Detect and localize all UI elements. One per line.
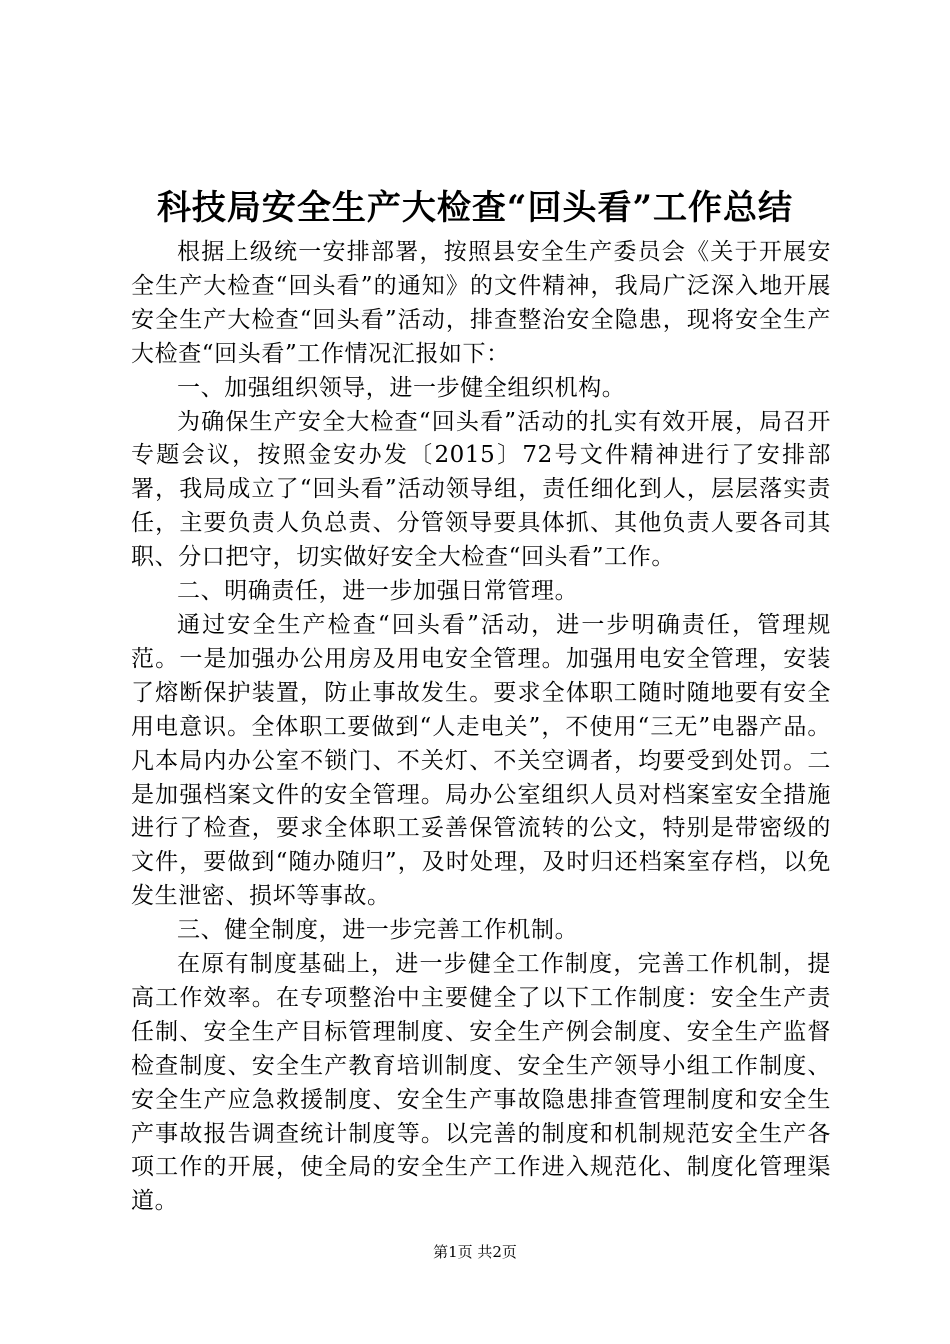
document-title: 科技局安全生产大检查“回头看”工作总结: [156, 188, 794, 228]
section-heading-2: 二、明确责任，进一步加强日常管理。: [177, 578, 579, 605]
paragraph-intro: 根据上级统一安排部署，按照县安全生产委员会《关于开展安全生产大检查“回头看”的通知》的文件精神，我局广泛深入地开展安全生产大检查“回头看”活动，排查整治安全隐患，现将安全生产大检查“回头看”工作情况汇报如下：: [131, 239, 831, 367]
page-number-footer: 第1页 共2页: [433, 1243, 517, 1261]
section-heading-1: 一、加强组织领导，进一步健全组织机构。: [177, 374, 626, 401]
document-body: [131, 236, 831, 1219]
paragraph-section-2: 通过安全生产检查“回头看”活动，进一步明确责任，管理规范。一是加强办公用房及用电安全管理。加强用电安全管理，安装了熔断保护装置，防止事故发生。要求全体职工随时随地要有安全用电意识。全体职工要做到“人走电关”，不使用“三无”电器产品。凡本局内办公室不锁门、不关灯、不关空调者，均要受到处罚。二是加强档案文件的安全管理。局办公室组织人员对档案室安全措施进行了检查，要求全体职工妥善保管流转的公文，特别是带密级的文件，要做到“随办随归”，及时处理，及时归还档案室存档，以免发生泄密、损坏等事故。: [131, 611, 831, 910]
paragraph-section-1: 为确保生产安全大检查“回头看”活动的扎实有效开展，局召开专题会议，按照金安办发〔2015〕72号文件精神进行了安排部署，我局成立了“回头看”活动领导组，责任细化到人，层层落实责任，主要负责人负总责、分管领导要具体抓、其他负责人要各司其职、分口把守，切实做好安全大检查“回头看”工作。: [131, 408, 831, 571]
paragraph-section-3: 在原有制度基础上，进一步健全工作制度，完善工作机制，提高工作效率。在专项整治中主要健全了以下工作制度：安全生产责任制、安全生产目标管理制度、安全生产例会制度、安全生产监督检查制度、安全生产教育培训制度、安全生产领导小组工作制度、安全生产应急救援制度、安全生产事故隐患排查管理制度和安全生产事故报告调查统计制度等。以完善的制度和机制规范安全生产各项工作的开展，使全局的安全生产工作进入规范化、制度化管理渠道。: [131, 951, 831, 1215]
section-heading-3: 三、健全制度，进一步完善工作机制。: [177, 917, 579, 944]
